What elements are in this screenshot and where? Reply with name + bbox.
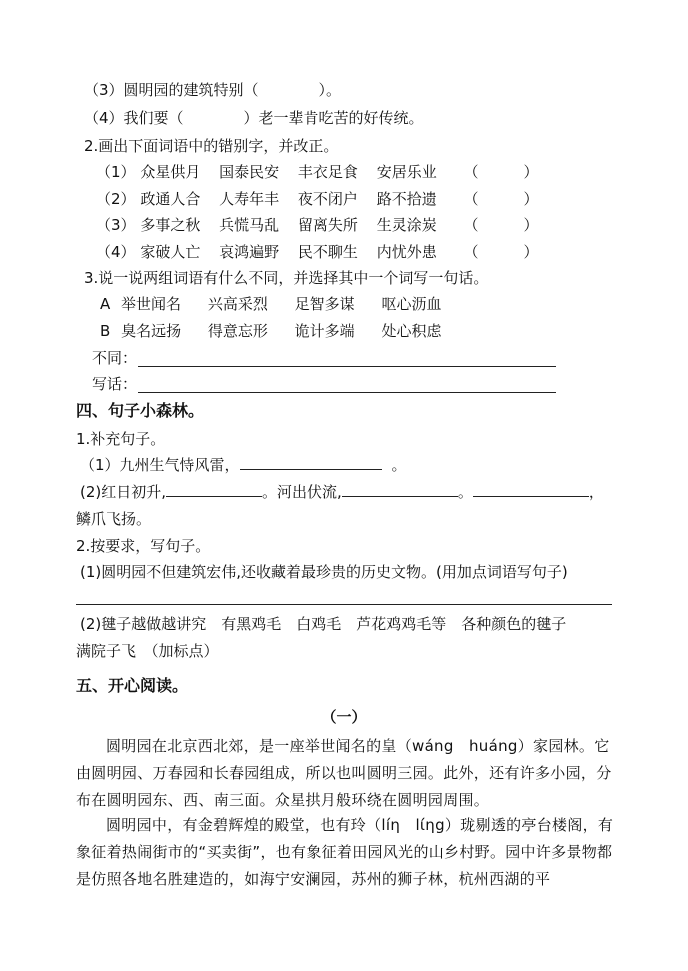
s4-sentence-1	[80, 455, 407, 475]
sentence-end: 。	[391, 456, 407, 474]
word: 路不拾遗	[376, 190, 437, 208]
s4-q1-title: 1.补充句子。	[76, 430, 166, 448]
word: 得意忘形	[207, 322, 268, 340]
reading-subtitle: （一）	[321, 708, 367, 726]
word: 足智多谋	[294, 295, 355, 313]
word: 丰衣足食	[297, 163, 358, 181]
word: 众星供月	[140, 163, 201, 181]
q2-title: 2.画出下面词语中的错别字，并改正。	[84, 137, 339, 155]
word: 臭名远扬	[121, 322, 182, 340]
s4-rewrite-2-cont: 满院子飞 （加标点）	[76, 642, 219, 660]
fill-q4: （4）我们要（ ）老一辈肯吃苦的好传统。	[84, 109, 424, 127]
q3-row-a	[100, 294, 441, 314]
q2-row-1	[96, 162, 539, 182]
word: 哀鸿遍野	[219, 243, 280, 261]
word: 夜不闭户	[297, 190, 358, 208]
diff-answer-line[interactable]	[138, 366, 556, 367]
q3-row-b	[100, 321, 441, 341]
s4-sentence-2-cont: 鳞爪飞扬。	[76, 510, 152, 528]
s4-rewrite-1: (1)圆明园不但建筑宏伟,还收藏着最珍贵的历史文物。(用加点词语写句子)	[80, 563, 568, 581]
word: 留离失所	[297, 216, 358, 234]
fill-blank[interactable]	[166, 482, 262, 497]
row-letter: A	[100, 295, 111, 313]
row-num: （1）	[96, 163, 136, 181]
section5-title: 五、开心阅读。	[76, 676, 189, 695]
diff-label: 不同：	[92, 349, 138, 367]
write-answer-line[interactable]	[138, 392, 556, 393]
row-letter: B	[100, 322, 111, 340]
answer-paren: （ ）	[463, 190, 539, 208]
word: 兴高采烈	[207, 295, 268, 313]
word: 多事之秋	[140, 216, 201, 234]
answer-paren: （ ）	[463, 216, 539, 234]
word: 民不聊生	[297, 243, 358, 261]
word: 处心积虑	[381, 322, 442, 340]
word: 国泰民安	[219, 163, 280, 181]
s4-rewrite-2: (2)毽子越做越讲究 有黑鸡毛 白鸡毛 芦花鸡鸡毛等 各种颜色的毽子	[80, 615, 567, 633]
fill-blank[interactable]	[342, 482, 458, 497]
section4-title: 四、句子小森林。	[76, 401, 205, 420]
fill-blank[interactable]	[240, 455, 382, 470]
sentence-text: ，	[588, 483, 604, 501]
answer-paren: （ ）	[463, 243, 539, 261]
word: 诡计多端	[294, 322, 355, 340]
word: 呕心沥血	[381, 295, 442, 313]
sentence-text: (2)红日初升,	[80, 483, 167, 501]
sentence-text: 。河出伏流,	[262, 483, 342, 501]
q2-row-2	[96, 189, 539, 209]
word: 安居乐业	[376, 163, 437, 181]
word: 家破人亡	[140, 243, 201, 261]
word: 政通人合	[140, 190, 201, 208]
row-num: （2）	[96, 190, 136, 208]
q2-row-4	[96, 242, 539, 262]
sentence-text: 。	[457, 483, 473, 501]
word: 生灵涂炭	[376, 216, 437, 234]
reading-paragraph-1: 圆明园在北京西北郊，是一座举世闻名的皇（wáng huáng）家园林。它由圆明园、万春园和长春园组成，所以也叫圆明三园。此外，还有许多小园，分布在圆明园东、西、南三面。众星拱月般环绕在圆明园周围。	[76, 737, 612, 809]
row-num: （3）	[96, 216, 136, 234]
write-label: 写话：	[92, 375, 138, 393]
word: 内忧外患	[376, 243, 437, 261]
answer-paren: （ ）	[463, 163, 539, 181]
word: 举世闻名	[121, 295, 182, 313]
reading-paragraph-2: 圆明园中，有金碧辉煌的殿堂，也有玲（líη lίηg）珑剔透的亭台楼阁，有象征着热闹街市的“买卖街”，也有象征着田园风光的山乡村野。园中许多景物都是仿照各地名胜建造的，如海宁安澜园，苏州的狮子林，杭州西湖的平	[76, 816, 614, 888]
s4-sentence-2	[80, 482, 604, 502]
fill-blank[interactable]	[473, 482, 589, 497]
rewrite-answer-line[interactable]	[76, 604, 612, 605]
q3-title: 3.说一说两组词语有什么不同，并选择其中一个词写一句话。	[84, 269, 489, 287]
row-num: （4）	[96, 243, 136, 261]
s4-q2-title: 2.按要求，写句子。	[76, 537, 211, 555]
q2-row-3	[96, 215, 539, 235]
sentence-text: （1）九州生气恃风雷，	[80, 456, 240, 474]
fill-q3: （3）圆明园的建筑特别（ ）。	[84, 81, 342, 99]
word: 兵慌马乱	[219, 216, 280, 234]
word: 人寿年丰	[219, 190, 280, 208]
